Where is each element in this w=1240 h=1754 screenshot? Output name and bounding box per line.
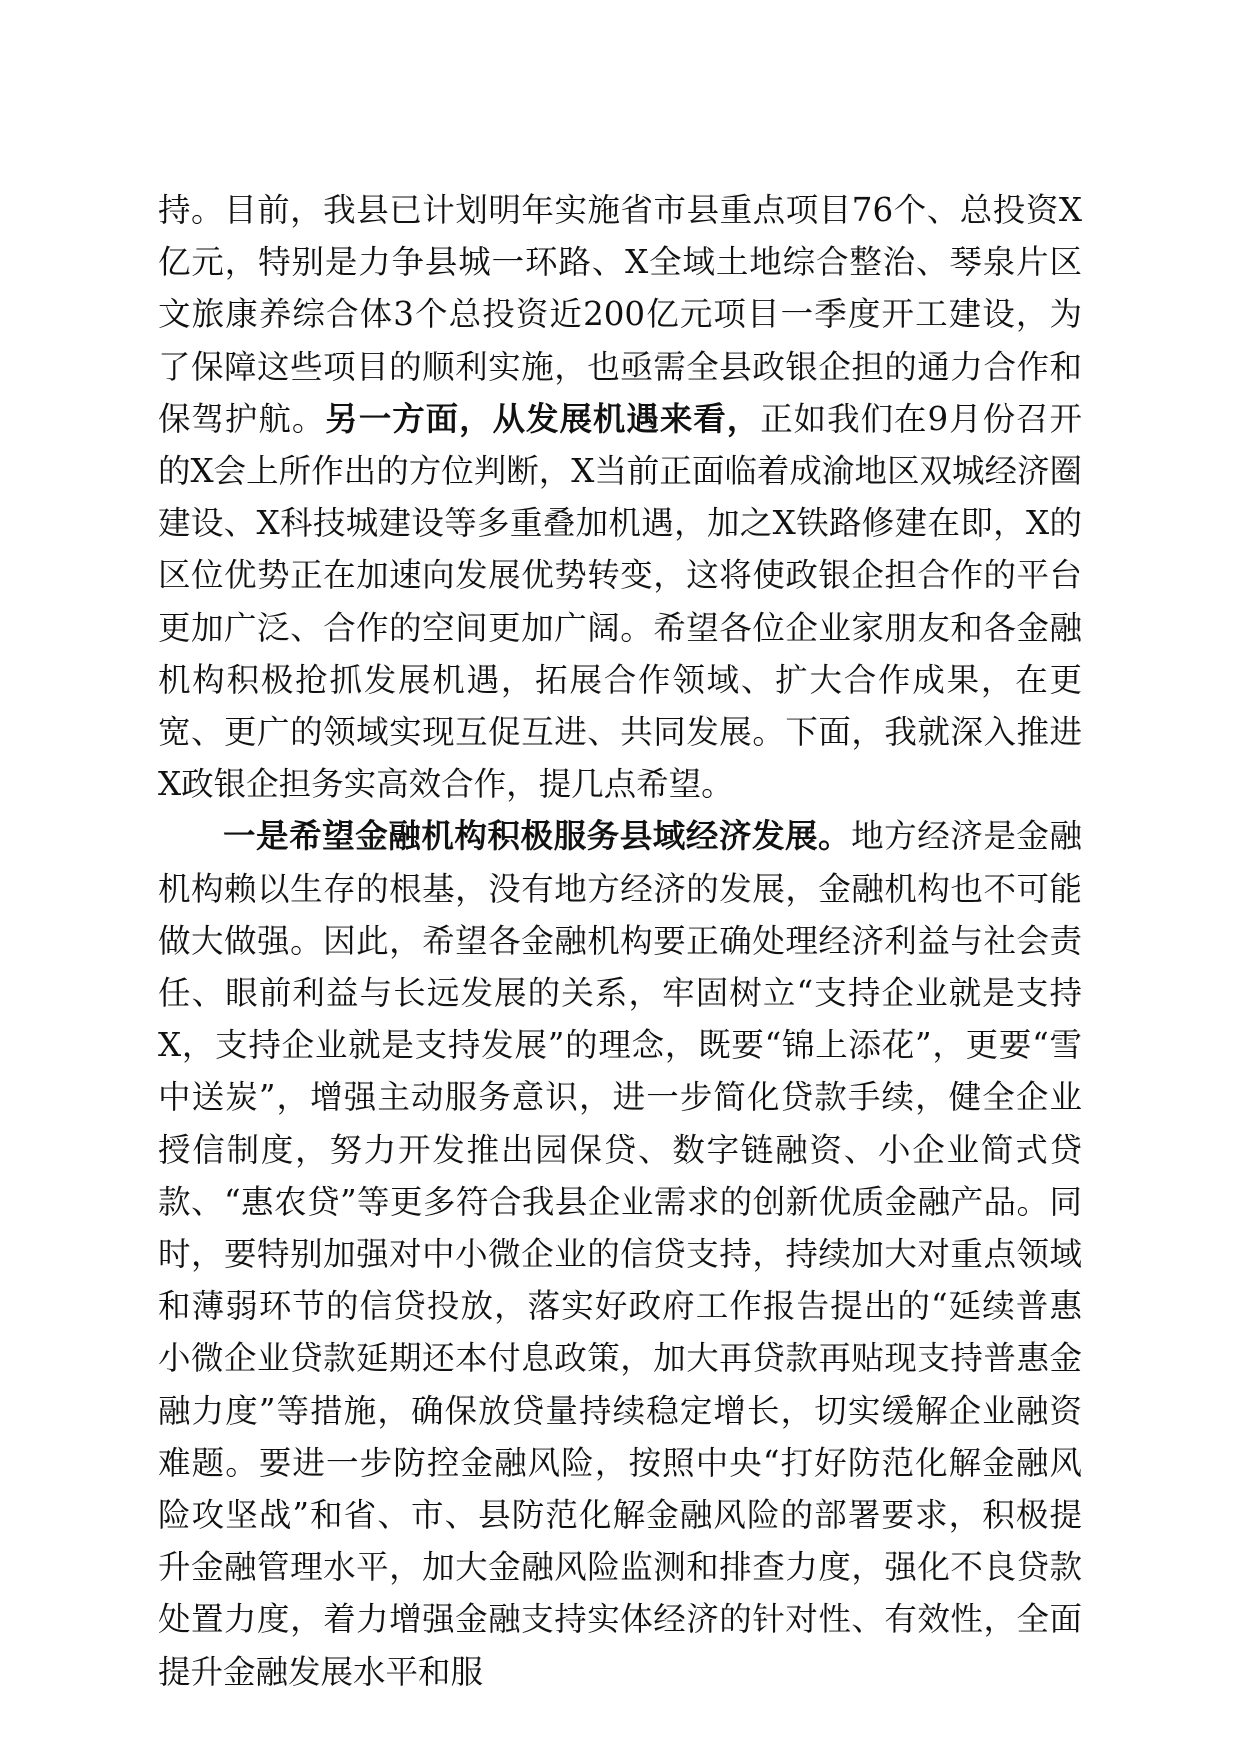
paragraph-text: 地方经济是金融机构赖以生存的根基，没有地方经济的发展，金融机构也不可能做大做强。因此，希望各金融机构要正确处理经济利益与社会责任、眼前利益与长远发展的关系，牢固树立“支持企业就是支持X，支持企业就是支持发展”的理念，既要“锦上添花”，更要“雪中送炭”，增强主动服务意识，进一步简化贷款手续，健全企业授信制度，努力开发推出园保贷、数字链融资、小企业简式贷款、“惠农贷”等更多符合我县企业需求的创新优质金融产品。同时，要特别加强对中小微企业的信贷支持，持续加大对重点领域和薄弱环节的信贷投放，落实好政府工作报告提出的“延续普惠小微企业贷款延期还本付息政策，加大再贷款再贴现支持普惠金融力度”等措施，确保放贷量持续稳定增长，切实缓解企业融资难题。要进一步防控金融风险，按照中央“打好防范化解金融风险攻坚战”和省、市、县防范化解金融风险的部署要求，积极提升金融管理水平，加大金融风险监测和排查力度，强化不良贷款处置力度，着力增强金融支持实体经济的针对性、有效性，全面提升金融发展水平和服 <box>158 817 1082 1691</box>
paragraph-continuation <box>158 184 1082 810</box>
paragraph-point-one <box>158 810 1082 1697</box>
document-page <box>158 184 1082 1698</box>
bold-heading-inline: 一是希望金融机构积极服务县域经济发展。 <box>223 816 852 856</box>
bold-heading-inline: 另一方面，从发展机遇来看， <box>325 398 761 438</box>
paragraph-text: 持。目前，我县已计划明年实施省市县重点项目76个、总投资X亿元，特别是力争县城一环路、X全域土地综合整治、琴泉片区文旅康养综合体3个总投资近200亿元项目一季度开工建设，为了保障这些项目的顺利实施，也亟需全县政银企担的通力合作和保驾护航。 <box>158 191 1082 438</box>
paragraph-text: 正如我们在9月份召开的X会上所作出的方位判断，X当前正面临着成渝地区双城经济圈建设、X科技城建设等多重叠加机遇，加之X铁路修建在即，X的区位优势正在加速向发展优势转变，这将使政银企担合作的平台更加广泛、合作的空间更加广阔。希望各位企业家朋友和各金融机构积极抢抓发展机遇，拓展合作领域、扩大合作成果，在更宽、更广的领域实现互促互进、共同发展。下面，我就深入推进X政银企担务实高效合作，提几点希望。 <box>158 399 1082 804</box>
